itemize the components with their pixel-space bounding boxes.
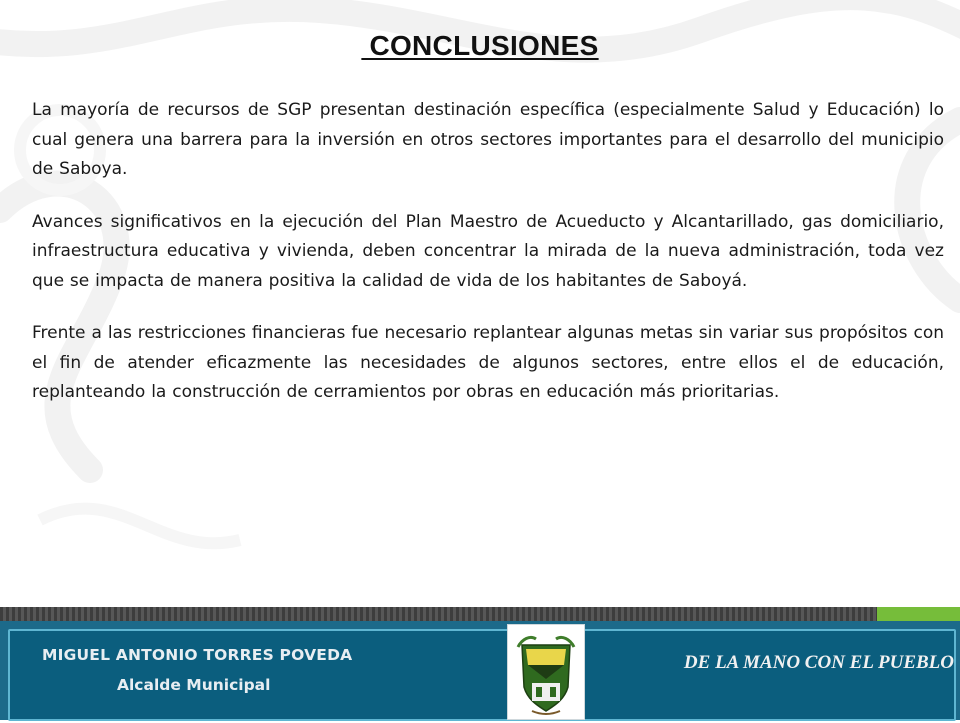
footer-divider-strip (0, 607, 960, 621)
mayor-name: MIGUEL ANTONIO TORRES POVEDA (42, 646, 353, 664)
municipal-coat-of-arms-icon (507, 624, 585, 720)
footer-divider-accent (877, 607, 960, 621)
slide-body (32, 96, 944, 431)
slide-title-text: CONCLUSIONES (361, 30, 599, 61)
conclusion-paragraph-2: Avances significativos en la ejecución del Plan Maestro de Acueducto y Alcantarillado, gas domiciliario, infraestructura educativa y vivienda, deben concentrar la mirada de la nueva administración, toda vez que se impacta de manera positiva la calidad de vida de los habitantes de Saboyá. (32, 211, 944, 291)
footer-slogan: DE LA MANO CON EL PUEBLO (683, 652, 954, 673)
conclusion-paragraph-3: Frente a las restricciones financieras fue necesario replantear algunas metas sin variar sus propósitos con el fin de atender eficazmente las necesidades de algunos sectores, entre ellos el de educación, replanteando la construcción de cerramientos por obras en educación más prioritarias. (32, 323, 944, 402)
conclusion-paragraph-1: La mayoría de recursos de SGP presentan destinación específica (especialmente Salud y Educación) lo cual genera una barrera para la inversión en otros sectores importantes para el desarrollo del municipio de Saboya. (32, 100, 944, 179)
slide-title (0, 30, 960, 62)
mayor-role: Alcalde Municipal (117, 676, 271, 694)
footer-panel (8, 629, 956, 721)
